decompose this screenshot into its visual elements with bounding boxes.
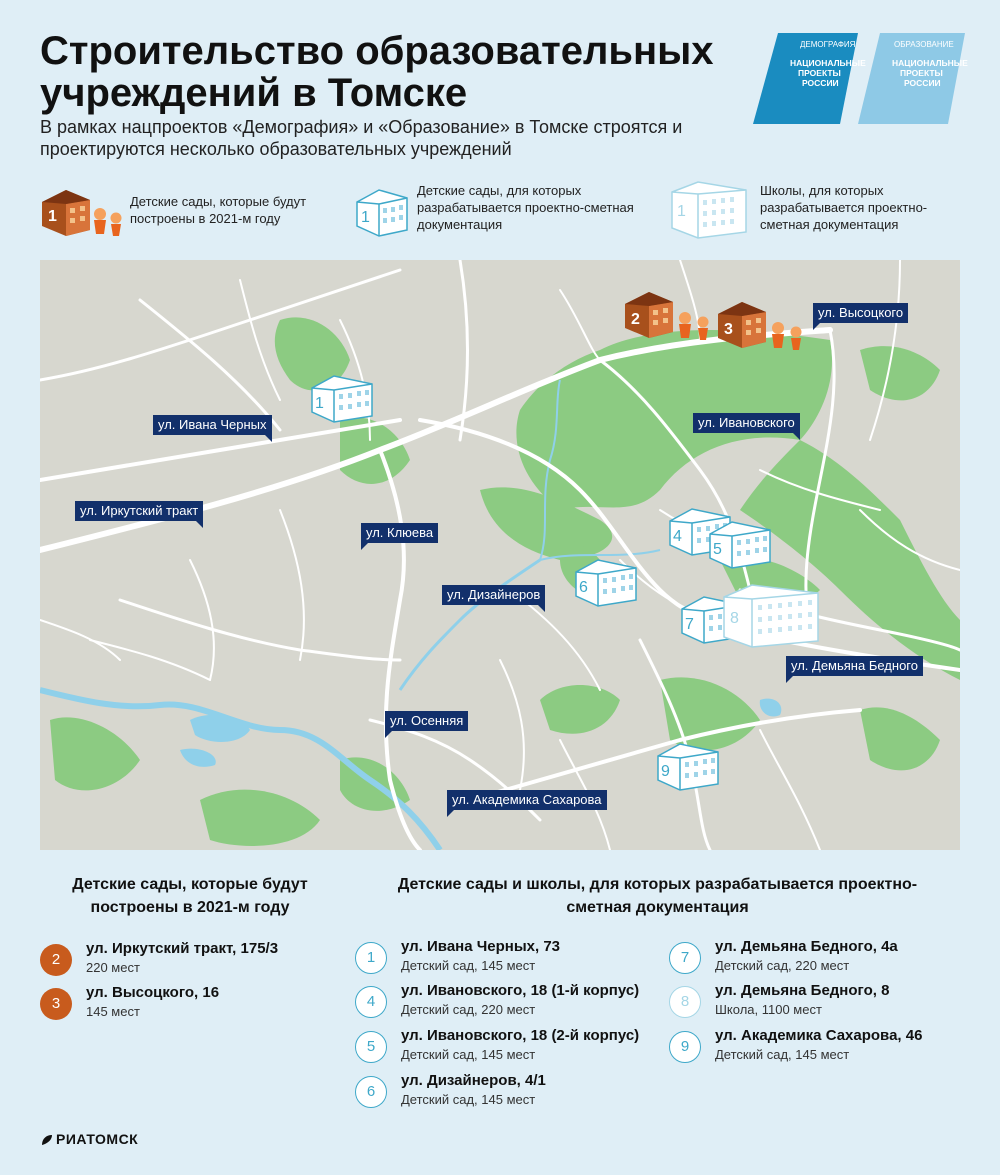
map-marker-6[interactable]: [574, 556, 640, 608]
demography-logo-line1: НАЦИОНАЛЬНЫЕ: [790, 58, 866, 68]
street-label-vysotskogo: ул. Высоцкого: [813, 303, 908, 323]
street-label-akademika-sakharova: ул. Академика Сахарова: [447, 790, 607, 810]
item-address: ул. Академика Сахарова, 46: [715, 1027, 923, 1044]
marker-8-num: 8: [730, 610, 739, 627]
item-number: 8: [669, 986, 701, 1018]
city-map[interactable]: [40, 260, 960, 850]
section-title-planned: Детские сады и школы, для которых разрабатывается проектно-сметная документация: [397, 876, 918, 916]
education-logo-top: ОБРАЗОВАНИЕ: [894, 40, 954, 49]
legend-num-blue: 1: [361, 209, 370, 226]
item-description: 145 мест: [86, 1004, 140, 1019]
orange-kindergarten-icon: [42, 190, 122, 236]
item-number: 7: [669, 942, 701, 974]
item-number: 5: [355, 1031, 387, 1063]
item-description: Детский сад, 145 мест: [401, 1047, 536, 1062]
education-logo-line3: РОССИИ: [904, 78, 941, 88]
item-description: Детский сад, 220 мест: [401, 1002, 536, 1017]
map-marker-2[interactable]: [623, 282, 719, 348]
demography-logo: [753, 33, 866, 124]
map-marker-5[interactable]: [708, 518, 774, 570]
legend-kindergarten-planned: [355, 180, 655, 244]
legend-kindergarten-built: [40, 180, 320, 244]
item-address: ул. Дизайнеров, 4/1: [401, 1072, 546, 1089]
item-number: 3: [40, 988, 72, 1020]
education-logo-line2: ПРОЕКТЫ: [900, 68, 943, 78]
list-item: [40, 940, 340, 984]
demography-logo-line3: РОССИИ: [802, 78, 839, 88]
blue-kindergarten-icon: [357, 190, 407, 236]
list-item: [40, 984, 340, 1028]
section-title-built: Детские сады, которые будут построены в 2021-м году: [72, 876, 308, 916]
education-logo-line1: НАЦИОНАЛЬНЫЕ: [892, 58, 968, 68]
map-marker-3[interactable]: [716, 292, 812, 358]
marker-3-num: 3: [724, 321, 733, 338]
list-item: [355, 982, 665, 1026]
item-address: ул. Ивановского, 18 (2-й корпус): [401, 1027, 640, 1044]
item-description: Школа, 1100 мест: [715, 1002, 822, 1017]
demography-logo-line2: ПРОЕКТЫ: [798, 68, 841, 78]
street-label-irkutsky-trakt: ул. Иркутский тракт: [75, 501, 203, 521]
item-address: ул. Демьяна Бедного, 4а: [715, 938, 898, 955]
legend-school-planned: [670, 180, 970, 244]
list-item: [355, 1027, 665, 1071]
demography-logo-top: ДЕМОГРАФИЯ: [800, 40, 856, 49]
marker-7-num: 7: [685, 616, 694, 633]
legend-text-planned-kindergarten: Детские сады, для которых разрабатывается проектно-сметная документация: [417, 183, 634, 232]
item-description: Детский сад, 220 мест: [715, 958, 850, 973]
marker-9-num: 9: [661, 763, 670, 780]
list-item: [669, 938, 959, 982]
brand-name: РИАТОМСК: [56, 1131, 139, 1147]
map-marker-1[interactable]: [310, 372, 376, 424]
legend-text-built: Детские сады, которые будут построены в 2021-м году: [130, 194, 307, 226]
school-icon: [672, 182, 746, 238]
list-item: [669, 1027, 959, 1071]
street-label-ivana-chernykh: ул. Ивана Черных: [153, 415, 272, 435]
legend-num-orange: 1: [48, 208, 57, 225]
item-number: 4: [355, 986, 387, 1018]
marker-1-num: 1: [315, 395, 324, 412]
item-description: 220 мест: [86, 960, 140, 975]
page-title: Строительство образовательных учреждений в Томске: [40, 29, 714, 115]
street-label-klyueva: ул. Клюева: [361, 523, 438, 543]
list-item: [355, 1072, 665, 1116]
item-address: ул. Иркутский тракт, 175/3: [86, 940, 279, 957]
item-description: Детский сад, 145 мест: [401, 1092, 536, 1107]
ria-logo-icon: [40, 1133, 54, 1147]
marker-6-num: 6: [579, 579, 588, 596]
item-number: 1: [355, 942, 387, 974]
street-label-demyana-bednogo: ул. Демьяна Бедного: [786, 656, 923, 676]
legend-text-planned-school: Школы, для которых разрабатывается проектно-сметная документация: [760, 183, 928, 232]
item-number: 2: [40, 944, 72, 976]
street-label-dizaynerov: ул. Дизайнеров: [442, 585, 545, 605]
map-marker-9[interactable]: [656, 740, 722, 792]
street-label-osennyaya: ул. Осенняя: [385, 711, 468, 731]
item-address: ул. Высоцкого, 16: [86, 984, 220, 1001]
item-description: Детский сад, 145 мест: [715, 1047, 850, 1062]
street-label-ivanovskogo: ул. Ивановского: [693, 413, 800, 433]
legend-num-school: 1: [677, 203, 686, 220]
marker-2-num: 2: [631, 311, 640, 328]
list-item: [669, 982, 959, 1026]
map-base: [40, 260, 960, 850]
page-subtitle: В рамках нацпроектов «Демография» и «Образование» в Томске строятся и проектируются несколько образовательных учреждений: [40, 117, 683, 159]
marker-4-num: 4: [673, 528, 682, 545]
item-address: ул. Демьяна Бедного, 8: [715, 982, 890, 999]
item-address: ул. Ивановского, 18 (1-й корпус): [401, 982, 640, 999]
marker-5-num: 5: [713, 541, 722, 558]
national-projects-logos: [748, 28, 970, 128]
item-number: 9: [669, 1031, 701, 1063]
item-address: ул. Ивана Черных, 73: [401, 938, 561, 955]
item-number: 6: [355, 1076, 387, 1108]
list-item: [355, 938, 665, 982]
education-logo: [858, 33, 968, 124]
item-description: Детский сад, 145 мест: [401, 958, 536, 973]
map-marker-8[interactable]: [722, 583, 822, 649]
